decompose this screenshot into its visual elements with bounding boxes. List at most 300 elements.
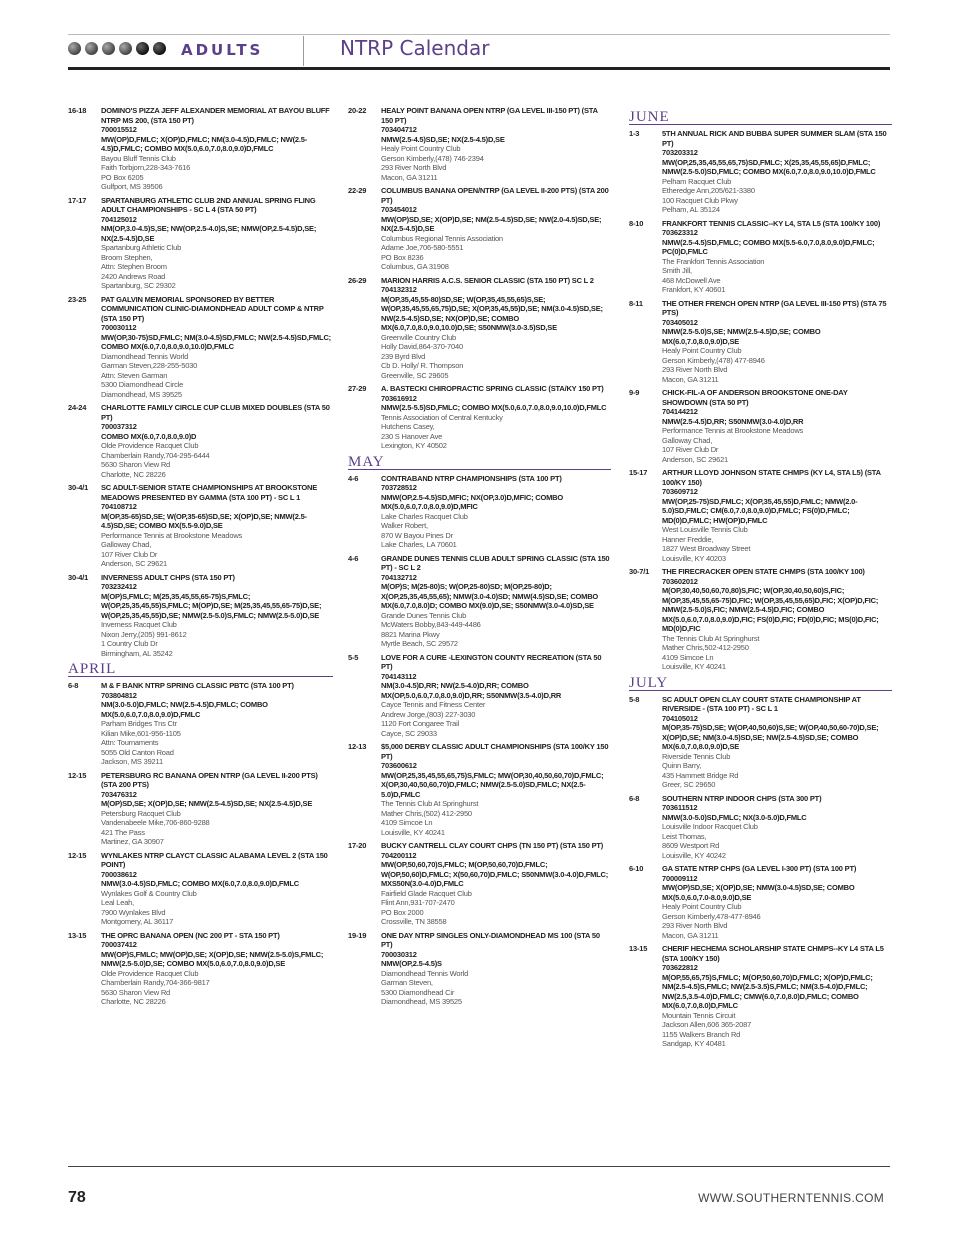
event-listing [629,794,892,861]
event-id: 703203312 [662,148,698,157]
month-heading: MAY [348,455,611,470]
event-id: 703600612 [381,761,417,770]
page-number: 78 [68,1189,86,1206]
event-details [101,295,333,400]
event-dates: 16-18 [68,106,87,115]
event-title: GRANDE DUNES TENNIS CLUB ADULT SPRING CLASSIC (STA 150 PT) - SC L 2 [381,553,610,572]
event-details [101,931,333,1007]
event-info-line: Cb D. Holly/ R. Thompson [381,361,464,370]
event-info-line: 100 Racquet Club Pkwy [662,195,738,205]
event-info-line: Myrtle Beach, SC 29572 [381,639,458,648]
event-details [101,851,333,927]
event-info-line: Garman Steven,228-255-5030 [101,361,198,370]
event-title: DOMINO'S PIZZA JEFF ALEXANDER MEMORIAL AT BAYOU BLUFF NTRP MS 200, (STA 150 PT) [101,106,330,125]
event-info-line: 1120 Fort Congaree Trail [381,719,460,728]
event-divisions: MW(OP,30-75)SD,FMLC; NM(3.0-4.5)SD,FMLC; NW(2.5-4.5)SD,FMLC; COMBO MX(6.0,7.0,8.0,9.0,10.0)D,FMLC [101,332,331,351]
event-info-line: 5300 Diamondhead Circle [101,380,184,389]
month-heading: JULY [629,676,892,691]
event-details [381,106,611,182]
event-dates: 1-3 [629,129,640,138]
event-id: 703609712 [662,487,698,496]
event-info-line: Kilian Mike,601-956-1105 [101,728,181,738]
event-dates: 8-10 [629,218,644,228]
event-divisions: NMW(2.5-5.5)SD,FMLC; COMBO MX(5.0,6.0,7.0,8.0,9.0,10.0)D,FMLC [381,403,607,412]
event-info-line: 8821 Marina Pkwy [381,629,440,639]
event-info-line: Holly David,864-370-7040 [381,342,463,351]
header-top-rule [68,34,890,35]
event-listing [68,771,333,847]
event-info-line: The Frankfort Tennis Association [662,256,765,266]
month-heading: JUNE [629,110,892,125]
event-listing [348,742,611,837]
event-id: 700038612 [101,869,137,879]
event-info-line: 293 River North Blvd [662,921,728,930]
event-listing [348,384,611,451]
event-info-line: 5300 Diamondhead Cir [381,987,455,997]
event-info-line: Diamondhead Tennis World [381,968,469,978]
event-details [662,944,892,1049]
event-title: MARION HARRIS A.C.S. SENIOR CLASSIC (STA 150 PT) SC L 2 [381,275,594,285]
event-dates: 22-29 [348,186,367,195]
event-listing [348,653,611,739]
event-dates: 27-29 [348,384,367,393]
event-info-line: West Louisville Tennis Club [662,525,748,534]
event-id: 703405012 [662,317,698,327]
event-info-line: Grande Dunes Tennis Club [381,610,467,620]
event-info-line: Louisville, KY 40241 [662,662,726,671]
event-info-line: Healy Point Country Club [662,902,742,911]
event-info-line: Chamberlain Randy,704-295-6444 [101,450,210,460]
event-id: 703476312 [101,789,137,799]
event-info-line: Gerson Kimberly,478-477-8946 [662,911,761,921]
event-info-line: Parham Bridges Tns Ctr [101,719,177,728]
event-divisions: M(OP,30,40,50,60,70,80)S,FIC; W(OP,30,40,50,60)S,FIC; M(OP,35,45,55,65-75)D,FIC; W(OP,35,45,55,65)D,FIC; X(OP)D,FIC; NMW(2.5-5.0)S,FIC; NMW(2.5-4.5)D,FIC; COMBO MX(5.0,6.0,7.0,8.0,9.0)D,FIC; FS(0)D,FIC; FD(0)D,FIC; MS(0)D,FIC; MD(0)D,FIC [662,586,879,633]
event-info-line: Cayce, SC 29033 [381,728,437,738]
event-divisions: M(OP)S; M(25-80)S; W(OP,25-80)SD; M(OP,25-80)D; X(OP,25,35,45,55,65); NMW(3.0-4.0)SD; NMW(4.5)SD,SE; COMBO MX(6.0,7.0,8.0)D; COMBO MX(9.0)D,SE; S50NMW(3.0-4.0)SD,SE [381,582,599,610]
event-dates: 5-5 [348,652,359,662]
event-dates: 4-6 [348,553,359,563]
event-dates: 15-17 [629,468,648,477]
event-info-line: Fairfield Glade Racquet Club [381,888,472,898]
event-id: 704132712 [381,572,417,582]
event-info-line: Charlotte, NC 28226 [101,469,166,479]
event-dates: 12-15 [68,770,87,780]
column-2 [348,106,611,1011]
event-dates: 5-8 [629,694,640,704]
event-info-line: Macon, GA 31211 [381,172,438,182]
event-dates: 26-29 [348,275,367,285]
event-id: 703728512 [381,483,417,492]
event-info-line: Macon, GA 31211 [662,930,719,940]
event-listing [629,219,892,295]
event-info-line: Martinez, GA 30907 [101,837,164,846]
event-title: THE OTHER FRENCH OPEN NTRP (GA LEVEL III-150 PTS) (STA 75 PTS) [662,298,887,317]
event-listing [68,403,333,479]
event-info-line: McWaters Bobby,843-449-4486 [381,620,481,629]
event-title: PAT GALVIN MEMORIAL SPONSORED BY BETTER COMMUNICATION CLINIC-DIAMONDHEAD ADULT COMP & NTRP (STA 150 PT) [101,294,324,323]
event-info-line: Mather Chris,(502) 412-2950 [381,808,472,818]
event-info-line: Gulfport, MS 39506 [101,182,163,191]
event-id: 704144212 [662,407,698,416]
event-info-line: Healy Point Country Club [662,346,742,355]
event-dates: 20-22 [348,106,367,115]
event-id: 704125012 [101,214,137,224]
column-1 [68,106,333,1011]
event-info-line: 8609 Westport Rd [662,841,720,850]
event-info-line: Columbus, GA 31908 [381,262,449,271]
event-info-line: Lake Charles, LA 70601 [381,540,457,549]
event-info-line: 239 Byrd Blvd [381,351,426,361]
event-listing [348,931,611,1007]
event-info-line: Garman Steven, [381,978,433,987]
event-dates: 30-7/1 [629,567,650,576]
event-listing [629,129,892,215]
event-info-line: Petersburg Racquet Club [101,808,181,818]
event-info-line: Inverness Racquet Club [101,620,177,629]
event-details [381,841,611,927]
event-listing [348,106,611,182]
event-divisions: NM(OP,3.0-4.5)S,SE; NW(OP,2.5-4.0)S,SE; NMW(OP,2.5-4.5)D,SE; NX(2.5-4.5)D,SE [101,224,317,243]
event-title: ONE DAY NTRP SINGLES ONLY-DIAMONDHEAD MS 100 (STA 50 PT) [381,930,600,949]
event-details [101,483,333,569]
event-details [381,474,611,550]
event-info-line: Charlotte, NC 28226 [101,997,166,1006]
event-dates: 6-8 [68,681,79,690]
event-divisions: NMW(3.0-5.0)SD,FMLC; NX(3.0-5.0)D,FMLC [662,812,807,822]
event-details [662,219,892,295]
event-dates: 13-15 [68,930,87,940]
event-listing [68,681,333,767]
event-divisions: M(OP)SD,SE; X(OP)D,SE; NMW(2.5-4.5)SD,SE; NX(2.5-4.5)D,SE [101,799,313,808]
event-details [662,794,892,861]
event-listing [68,295,333,400]
header-divider [303,36,304,66]
event-info-line: Flint Ann,931-707-2470 [381,898,455,907]
event-info-line: Diamondhead, MS 39525 [101,389,182,399]
event-id: 704143112 [381,671,417,681]
event-title: CONTRABAND NTRP CHAMPIONSHIPS (STA 100 PT) [381,473,562,483]
event-info-line: Performance Tennis at Brookstone Meadows [101,530,243,540]
event-dates: 9-9 [629,388,640,397]
event-info-line: Andrew Jorge,(803) 227-3030 [381,709,476,719]
event-listing [68,483,333,569]
event-title: GA STATE NTRP CHPS (GA LEVEL I-300 PT) (STA 100 PT) [662,864,857,873]
event-info-line: Pelham Racquet Club [662,176,732,186]
event-dates: 12-15 [68,850,87,860]
event-info-line: Olde Providence Racquet Club [101,441,199,450]
event-divisions: COMBO MX(6.0,7.0,8.0,9.0)D [101,431,197,441]
event-dates: 24-24 [68,403,87,412]
event-id: 700030312 [381,949,417,959]
event-info-line: Nixon Jerry,(205) 991-8612 [101,629,187,639]
event-listing [348,276,611,381]
event-details [101,403,333,479]
event-info-line: The Tennis Club At Springhurst [381,799,479,808]
event-dates: 6-10 [629,864,644,873]
event-divisions: NMW(2.5-4.5)SD,SE; NX(2.5-4.5)D,SE [381,134,505,144]
event-listing [629,567,892,672]
site-url[interactable]: WWW.SOUTHERNTENNIS.COM [698,1191,884,1205]
event-details [662,388,892,464]
event-title: $5,000 DERBY CLASSIC ADULT CHAMPIONSHIPS (STA 100/KY 150 PT) [381,742,609,761]
event-dates: 17-20 [348,841,367,850]
event-info-line: Mather Chris,502-412-2950 [662,643,749,652]
event-info-line: Galloway Chad, [662,435,713,445]
event-id: 704132312 [381,285,417,294]
event-divisions: M(OP,35-75)SD,SE; W(OP,40,50,60)S,SE; W(OP,40,50,60-70)D,SE; X(OP)D,SE; NM(3.0-4.5)SD,SE; NW(2.5-4.5)SD,SE; COMBO MX(6.0,7.0,8.0,9.0)D,SE [662,723,879,751]
event-info-line: 870 W Bayou Pines Dr [381,530,453,540]
event-info-line: Louisville, KY 40242 [662,850,726,860]
event-listing [348,841,611,927]
event-info-line: Columbus Regional Tennis Association [381,233,503,243]
event-info-line: Attn: Stephen Broom [101,262,167,271]
event-id: 700030112 [101,323,137,332]
event-details [662,567,892,672]
event-divisions: NMW(2.5-4.5)SD,FMLC; COMBO MX(5.5-6.0,7.0,8.0,9.0)D,FMLC; PC(0)D,FMLC [662,237,875,256]
event-info-line: 5630 Sharon View Rd [101,460,171,469]
event-info-line: Gerson Kimberly,(478) 746-2394 [381,153,484,163]
event-listing [348,554,611,649]
event-id: 703611512 [662,803,698,812]
event-details [101,573,333,659]
event-divisions: NMW(OP,2.5-4.5)S [381,959,442,968]
tennis-balls-icon [68,42,166,55]
event-info-line: 435 Hammett Bridge Rd [662,770,739,780]
event-info-line: PO Box 6205 [101,172,144,182]
event-details [381,931,611,1007]
event-id: 704200112 [381,850,417,860]
event-info-line: PO Box 8236 [381,252,424,262]
event-info-line: Spartanburg, SC 29302 [101,281,176,290]
event-info-line: Wynlakes Golf & Country Club [101,888,197,898]
event-listing [629,864,892,940]
event-title: SPARTANBURG ATHLETIC CLUB 2ND ANNUAL SPRING FLING ADULT CHAMPIONSHIPS - SC L 4 (STA 50 PT) [101,195,316,214]
event-info-line: 4109 Simcoe Ln [381,818,433,827]
event-dates: 30-4/1 [68,572,89,582]
event-listing [629,299,892,385]
event-divisions: M(OP,35-65)SD,SE; W(OP,35-65)SD,SE; X(OP)D,SE; NMW(2.5-4.5)SD,SE; COMBO MX(5.5-9.0)D,SE [101,511,307,530]
event-id: 704108712 [101,502,137,511]
event-title: INVERNESS ADULT CHPS (STA 150 PT) [101,572,235,582]
event-info-line: Smith Jill, [662,266,692,275]
event-info-line: Adame Joe,706-580-5551 [381,243,464,252]
event-details [662,864,892,940]
event-info-line: Hutchens Casey, [381,422,435,431]
event-info-line: Diamondhead Tennis World [101,351,189,361]
event-details [662,299,892,385]
event-title: LOVE FOR A CURE -LEXINGTON COUNTY RECREATION (STA 50 PT) [381,652,602,671]
event-info-line: Leist Thomas, [662,831,707,841]
event-info-line: 7900 Wynlakes Blvd [101,907,166,917]
event-info-line: Greenville Country Club [381,332,457,342]
event-listing [629,388,892,464]
event-details [101,681,333,767]
event-info-line: The Tennis Club At Springhurst [662,633,760,643]
column-3 [629,106,892,1053]
event-dates: 19-19 [348,930,367,940]
event-dates: 13-15 [629,944,648,953]
event-id: 703454012 [381,205,417,214]
event-info-line: Greer, SC 29650 [662,780,716,789]
event-divisions: MW(OP,25-75)SD,FMLC; X(OP,35,45,55)D,FMLC; NMW(2.0-5.0)SD,FMLC; CM(6.0,7.0,8.0,9.0)D,FMLC; FS(0)D,FMLC; MD(0)D,FMLC; HW(OP)D,FMLC [662,496,858,525]
event-listing [629,695,892,790]
event-info-line: 1155 Walkers Branch Rd [662,1029,741,1039]
event-title: CHICK-FIL-A OF ANDERSON BROOKSTONE ONE-DAY SHOWDOWN (STA 50 PT) [662,388,848,407]
event-title: FRANKFORT TENNIS CLASSIC--KY L4, STA L5 (STA 100/KY 100) [662,218,881,228]
event-divisions: MW(OP,25,35,45,55,65,75)SD,FMLC; X(25,35,45,55,65)D,FMLC; NMW(2.5-5.0)SD,FMLC; COMBO MX(6.0,7.0,8.0,9.0,10.0)D,FMLC [662,157,876,176]
event-info-line: Quinn Barry, [662,761,702,770]
event-details [101,196,333,291]
event-title: BUCKY CANTRELL CLAY COURT CHPS (TN 150 PT) (STA 150 PT) [381,841,604,850]
event-id: 703622812 [662,963,698,972]
event-details [381,554,611,649]
header-rule [68,67,890,70]
event-info-line: Greenville, SC 29605 [381,370,449,380]
event-info-line: 468 McDowell Ave [662,275,721,285]
event-id: 703602012 [662,576,698,586]
event-id: 703404712 [381,125,417,134]
event-details [381,653,611,739]
event-title: PETERSBURG RC BANANA OPEN NTRP (GA LEVEL II-200 PTS) (STA 200 PTS) [101,770,318,789]
event-info-line: Anderson, SC 29621 [101,559,168,568]
event-listing [68,573,333,659]
event-title: THE FIRECRACKER OPEN STATE CHMPS (STA 100/KY 100) [662,567,865,576]
event-details [381,742,611,837]
event-divisions: NMW(OP,2.5-4.5)SD,MFIC; NX(OP,3.0)D,MFIC; COMBO MX(5.0,6.0,7.0,8.0,9.0)D,MFIC [381,492,564,511]
event-title: SOUTHERN NTRP INDOOR CHPS (STA 300 PT) [662,793,822,803]
event-info-line: Attn: Tournaments [101,738,159,747]
event-info-line: Pelham, AL 35124 [662,205,720,214]
event-details [101,106,333,192]
event-info-line: Lake Charles Racquet Club [381,511,468,521]
event-info-line: Chamberlain Randy,704-366-9817 [101,978,210,987]
event-info-line: 2420 Andrews Road [101,271,166,281]
event-info-line: Diamondhead, MS 39525 [381,997,462,1006]
event-id: 700037312 [101,422,137,431]
event-title: HEALY POINT BANANA OPEN NTRP (GA LEVEL III-150 PT) (STA 150 PT) [381,106,598,125]
event-info-line: Bayou Bluff Tennis Club [101,153,176,163]
event-listing [629,468,892,563]
event-listing [68,931,333,1007]
event-title: CHARLOTTE FAMILY CIRCLE CUP CLUB MIXED DOUBLES (STA 50 PT) [101,403,330,422]
event-title: M & F BANK NTRP SPRING CLASSIC PBTC (STA 100 PT) [101,681,294,690]
event-info-line: Frankfort, KY 40601 [662,285,726,294]
event-info-line: Sandgap, KY 40481 [662,1039,726,1048]
event-info-line: Jackson Allen,606 365-2087 [662,1020,752,1029]
event-title: 5TH ANNUAL RICK AND BUBBA SUPER SUMMER SLAM (STA 150 PT) [662,129,887,148]
event-dates: 23-25 [68,294,87,304]
event-info-line: Healy Point Country Club [381,144,461,153]
event-dates: 4-6 [348,473,359,483]
event-title: SC ADULT-SENIOR STATE CHAMPIONSHIPS AT BROOKSTONE MEADOWS PRESENTED BY GAMMA (STA 100 PT) - SC L 1 [101,483,318,502]
event-divisions: MW(OP,50,60,70)S,FMLC; M(OP,50,60,70)D,FMLC; W(OP,50,60)D,FMLC; X(50,60,70)D,FMLC; S50NMW(3.0-4.0)D,FMLC; MXS50N(3.0-4.0)D,FMLC [381,860,609,888]
event-id: 704105012 [662,713,698,723]
event-info-line: Hanner Freddie, [662,534,714,544]
event-id: 700015512 [101,125,137,134]
event-divisions: NM(3.0-5.0)D,FMLC; NW(2.5-4.5)D,FMLC; COMBO MX(5.0,6.0,7.0,8.0,9.0)D,FMLC [101,700,268,719]
event-info-line: Birmingham, AL 35242 [101,648,173,658]
page-title: NTRP Calendar [340,36,490,60]
event-divisions: MW(OP)SD,SE; X(OP)D,SE; NM(2.5-4.5)SD,SE; NW(2.0-4.5)SD,SE; NX(2.5-4.5)D,SE [381,214,602,233]
event-details [381,384,611,451]
event-info-line: 1827 West Broadway Street [662,544,751,553]
event-dates: 17-17 [68,195,87,205]
event-title: SC ADULT OPEN CLAY COURT STATE CHAMPIONSHIP AT RIVERSIDE - (STA 100 PT) - SC L 1 [662,694,861,713]
event-divisions: M(OP,55,65,75)S,FMLC; M(OP,50,60,70)D,FMLC; X(OP)D,FMLC; NM(2.5-4.5)S,FMLC; NW(2.5-3.5)S,FMLC; NM(3.5-4.0)D,FMLC; NW(2.5,3.5-4.0)D,FMLC; CMW(6.0,7.0,8.0)D,FMLC; COMBO MX(6.0,7.0,8.0)D,FMLC [662,972,873,1010]
event-listing [68,106,333,192]
footer-rule [68,1166,890,1167]
event-info-line: Louisville, KY 40241 [381,827,445,837]
event-info-line: Leal Leah, [101,898,135,907]
event-id: 700037412 [101,940,137,949]
event-info-line: Mountain Tennis Circuit [662,1010,736,1020]
event-info-line: Louisville Indoor Racquet Club [662,822,758,831]
event-details [662,129,892,215]
event-info-line: Riverside Tennis Club [662,751,731,761]
event-id: 703804812 [101,690,137,700]
event-divisions: NMW(2.5-5.0)S,SE; NMW(2.5-4.5)D,SE; COMBO MX(6.0,7.0,8.0,9.0)D,SE [662,327,821,346]
event-details [381,186,611,272]
event-title: THE OPRC BANANA OPEN (NC 200 PT - STA 150 PT) [101,930,280,940]
event-divisions: MW(OP,25,35,45,55,65,75)S,FMLC; MW(OP,30,40,50,60,70)D,FMLC; X(OP,30,40,50,60,70)D,FMLC; NMW(2.5-5.0)SD,FMLC; NX(2.5-5.0)D,FMLC [381,770,604,799]
event-info-line: 293 River North Blvd [662,365,728,374]
event-info-line: Tennis Association of Central Kentucky [381,412,503,422]
event-info-line: Jackson, MS 39211 [101,757,163,766]
event-divisions: M(OP)S,FMLC; M(25,35,45,55,65-75)S,FMLC; W(OP,25,35,45,55)S,FMLC; M(OP)D,SE; M(25,35,45,55,65-75)D,SE; W(OP,25,35,45,55)D,SE; NMW(2.5-5.0)S,FMLC; NMW(2.5-5.0)D,SE [101,591,322,620]
event-dates: 6-8 [629,793,640,803]
event-divisions: M(OP,35,45,55-80)SD,SE; W(OP,35,45,55,65)S,SE; W(OP,35,45,55,65,75)D,SE; X(OP,35,45,55)D,SE; NM(3.0-4.5)SD,SE; NW(2.5-4.5)SD,SE; NX(OP)D,SE; COMBO MX(6.0,7.0,8.0,9.0,10.0)D,SE; S50NMW(3.0-3.5)SD,SE [381,294,603,332]
event-info-line: Faith Torbjorn,228-343-7616 [101,163,191,172]
event-info-line: 230 S Hanover Ave [381,431,443,441]
event-dates: 30-4/1 [68,483,89,492]
event-listing [68,196,333,291]
event-title: COLUMBUS BANANA OPEN/NTRP (GA LEVEL II-200 PTS) (STA 200 PT) [381,186,609,205]
event-info-line: PO Box 2000 [381,907,424,917]
event-info-line: Attn: Steven Garman [101,370,168,380]
event-divisions: NMW(3.0-4.5)SD,FMLC; COMBO MX(6.0,7.0,8.0,9.0)D,FMLC [101,879,299,888]
event-divisions: NMW(2.5-4.5)D,RR; S50NMW(3.0-4.0)D,RR [662,416,804,426]
event-details [381,276,611,381]
event-divisions: MW(OP)SD,SE; X(OP)D,SE; NMW(3.0-4.5)SD,SE; COMBO MX(5.0,6.0,7.0-8.0,9.0)D,SE [662,883,855,902]
event-details [101,771,333,847]
event-info-line: 4109 Simcoe Ln [662,652,714,662]
event-info-line: Spartanburg Athletic Club [101,243,182,252]
event-info-line: 1 Country Club Dr [101,639,158,648]
event-title: ARTHUR LLOYD JOHNSON STATE CHMPS (KY L4, STA L5) (STA 100/KY 150) [662,468,881,487]
event-info-line: Anderson, SC 29621 [662,454,729,464]
event-info-line: Macon, GA 31211 [662,374,719,384]
event-info-line: Etheredge Ann,205/621-3380 [662,186,755,195]
event-info-line: 421 The Pass [101,827,145,837]
event-divisions: NM(3.0-4.5)D,RR; NW(2.5-4.0)D,RR; COMBO MX(OP,5.0,6.0,7.0,8.0,9.0)D,RR; S50NMW(3.5-4.0)D,RR [381,681,562,700]
event-info-line: Montgomery, AL 36117 [101,917,174,926]
event-title: WYNLAKES NTRP CLAYCT CLASSIC ALABAMA LEVEL 2 (STA 150 POINT) [101,850,328,869]
event-title: CHERIF HECHEMA SCHOLARSHIP STATE CHMPS--KY L4 STA L5 (STA 100/KY 150) [662,944,884,963]
event-divisions: MW(OP)D,FMLC; X(OP)D,FMLC; NM(3.0-4.5)D,FMLC; NW(2.5-4.5)D,FMLC; COMBO MX(5.0,6.0,7.0,8.0,9.0)D,FMLC [101,134,308,153]
event-id: 703623312 [662,228,698,237]
event-listing [629,944,892,1049]
event-listing [348,186,611,272]
event-id: 703232412 [101,582,137,591]
event-info-line: 107 River Club Dr [662,445,719,454]
event-dates: 8-11 [629,298,643,308]
event-info-line: Gerson Kimberly,(478) 477-8946 [662,355,765,365]
event-info-line: Lexington, KY 40502 [381,441,447,450]
event-details [662,695,892,790]
page-header [68,34,890,68]
event-info-line: 5055 Old Canton Road [101,747,174,757]
event-info-line: 107 River Club Dr [101,549,158,559]
